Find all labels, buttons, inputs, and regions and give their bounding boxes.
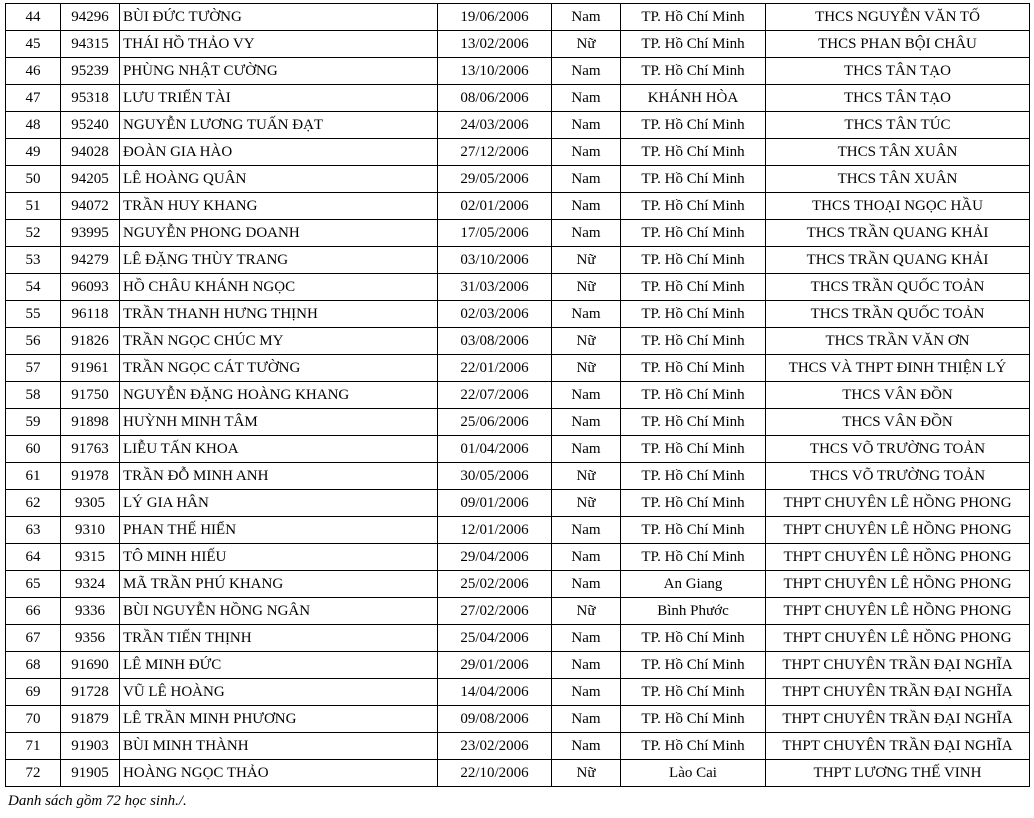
cell-row-number: 47 bbox=[6, 85, 61, 112]
cell-gender: Nữ bbox=[552, 760, 621, 787]
cell-school: THCS VÕ TRƯỜNG TOẢN bbox=[766, 463, 1030, 490]
cell-row-number: 49 bbox=[6, 139, 61, 166]
cell-birth-date: 03/10/2006 bbox=[438, 247, 552, 274]
cell-school: THCS TÂN XUÂN bbox=[766, 166, 1030, 193]
cell-student-code: 91905 bbox=[61, 760, 120, 787]
table-row bbox=[6, 220, 1030, 247]
cell-gender: Nam bbox=[552, 652, 621, 679]
cell-birth-date: 12/01/2006 bbox=[438, 517, 552, 544]
cell-birthplace: Bình Phước bbox=[621, 598, 766, 625]
cell-row-number: 69 bbox=[6, 679, 61, 706]
table-row bbox=[6, 679, 1030, 706]
cell-student-name: TRẦN HUY KHANG bbox=[120, 193, 438, 220]
cell-student-code: 9305 bbox=[61, 490, 120, 517]
table-row bbox=[6, 139, 1030, 166]
cell-student-name: BÙI MINH THÀNH bbox=[120, 733, 438, 760]
cell-birthplace: An Giang bbox=[621, 571, 766, 598]
cell-student-name: LÊ ĐẶNG THÙY TRANG bbox=[120, 247, 438, 274]
table-row bbox=[6, 598, 1030, 625]
cell-student-name: MÃ TRẦN PHÚ KHANG bbox=[120, 571, 438, 598]
cell-row-number: 55 bbox=[6, 301, 61, 328]
cell-birthplace: TP. Hồ Chí Minh bbox=[621, 166, 766, 193]
cell-school: THCS VÕ TRƯỜNG TOẢN bbox=[766, 436, 1030, 463]
cell-birth-date: 19/06/2006 bbox=[438, 4, 552, 31]
cell-student-code: 9324 bbox=[61, 571, 120, 598]
cell-birth-date: 27/12/2006 bbox=[438, 139, 552, 166]
cell-gender: Nam bbox=[552, 517, 621, 544]
cell-gender: Nam bbox=[552, 85, 621, 112]
cell-birthplace: TP. Hồ Chí Minh bbox=[621, 382, 766, 409]
cell-row-number: 53 bbox=[6, 247, 61, 274]
cell-student-code: 94296 bbox=[61, 4, 120, 31]
cell-birthplace: TP. Hồ Chí Minh bbox=[621, 463, 766, 490]
cell-student-code: 96118 bbox=[61, 301, 120, 328]
table-row bbox=[6, 517, 1030, 544]
cell-gender: Nam bbox=[552, 544, 621, 571]
cell-student-code: 95239 bbox=[61, 58, 120, 85]
list-count-note: Danh sách gồm 72 học sinh./. bbox=[8, 793, 187, 809]
cell-birthplace: TP. Hồ Chí Minh bbox=[621, 733, 766, 760]
cell-student-code: 9315 bbox=[61, 544, 120, 571]
cell-school: THPT LƯƠNG THẾ VINH bbox=[766, 760, 1030, 787]
cell-birth-date: 09/01/2006 bbox=[438, 490, 552, 517]
cell-student-code: 9356 bbox=[61, 625, 120, 652]
cell-student-name: TRẦN ĐỖ MINH ANH bbox=[120, 463, 438, 490]
cell-student-code: 94279 bbox=[61, 247, 120, 274]
cell-row-number: 57 bbox=[6, 355, 61, 382]
table-row bbox=[6, 409, 1030, 436]
cell-student-name: PHAN THẾ HIỂN bbox=[120, 517, 438, 544]
cell-student-name: LÊ TRẦN MINH PHƯƠNG bbox=[120, 706, 438, 733]
cell-school: THCS TÂN TÚC bbox=[766, 112, 1030, 139]
cell-gender: Nữ bbox=[552, 598, 621, 625]
cell-row-number: 72 bbox=[6, 760, 61, 787]
cell-student-code: 91728 bbox=[61, 679, 120, 706]
cell-birth-date: 27/02/2006 bbox=[438, 598, 552, 625]
cell-birthplace: TP. Hồ Chí Minh bbox=[621, 652, 766, 679]
table-row bbox=[6, 382, 1030, 409]
student-table bbox=[5, 3, 1030, 787]
cell-birth-date: 25/04/2006 bbox=[438, 625, 552, 652]
table-row bbox=[6, 355, 1030, 382]
cell-birthplace: TP. Hồ Chí Minh bbox=[621, 31, 766, 58]
cell-gender: Nam bbox=[552, 571, 621, 598]
cell-gender: Nam bbox=[552, 301, 621, 328]
cell-student-name: TRẦN THANH HƯNG THỊNH bbox=[120, 301, 438, 328]
table-row bbox=[6, 328, 1030, 355]
cell-student-code: 91826 bbox=[61, 328, 120, 355]
cell-school: THCS VÂN ĐỒN bbox=[766, 409, 1030, 436]
cell-birthplace: TP. Hồ Chí Minh bbox=[621, 112, 766, 139]
cell-student-code: 9310 bbox=[61, 517, 120, 544]
cell-birth-date: 08/06/2006 bbox=[438, 85, 552, 112]
cell-student-code: 96093 bbox=[61, 274, 120, 301]
cell-birth-date: 13/02/2006 bbox=[438, 31, 552, 58]
cell-gender: Nữ bbox=[552, 247, 621, 274]
cell-birth-date: 03/08/2006 bbox=[438, 328, 552, 355]
table-row bbox=[6, 193, 1030, 220]
student-table-body bbox=[6, 4, 1030, 787]
cell-student-name: LIỄU TẤN KHOA bbox=[120, 436, 438, 463]
cell-student-name: LÊ HOÀNG QUÂN bbox=[120, 166, 438, 193]
cell-row-number: 66 bbox=[6, 598, 61, 625]
cell-student-code: 93995 bbox=[61, 220, 120, 247]
cell-birth-date: 22/10/2006 bbox=[438, 760, 552, 787]
cell-birthplace: KHÁNH HÒA bbox=[621, 85, 766, 112]
table-row bbox=[6, 544, 1030, 571]
table-row bbox=[6, 571, 1030, 598]
cell-gender: Nữ bbox=[552, 355, 621, 382]
cell-gender: Nam bbox=[552, 436, 621, 463]
cell-row-number: 71 bbox=[6, 733, 61, 760]
cell-birth-date: 22/01/2006 bbox=[438, 355, 552, 382]
cell-row-number: 67 bbox=[6, 625, 61, 652]
cell-student-code: 91898 bbox=[61, 409, 120, 436]
cell-gender: Nam bbox=[552, 166, 621, 193]
cell-row-number: 59 bbox=[6, 409, 61, 436]
cell-row-number: 54 bbox=[6, 274, 61, 301]
cell-school: THPT CHUYÊN LÊ HỒNG PHONG bbox=[766, 598, 1030, 625]
cell-birth-date: 30/05/2006 bbox=[438, 463, 552, 490]
cell-row-number: 48 bbox=[6, 112, 61, 139]
cell-student-name: NGUYỄN PHONG DOANH bbox=[120, 220, 438, 247]
cell-school: THPT CHUYÊN LÊ HỒNG PHONG bbox=[766, 544, 1030, 571]
cell-birth-date: 29/05/2006 bbox=[438, 166, 552, 193]
cell-school: THPT CHUYÊN LÊ HỒNG PHONG bbox=[766, 490, 1030, 517]
cell-birth-date: 25/02/2006 bbox=[438, 571, 552, 598]
cell-student-code: 91690 bbox=[61, 652, 120, 679]
cell-gender: Nam bbox=[552, 193, 621, 220]
cell-birth-date: 02/03/2006 bbox=[438, 301, 552, 328]
cell-student-code: 91961 bbox=[61, 355, 120, 382]
cell-student-code: 91750 bbox=[61, 382, 120, 409]
cell-school: THCS TÂN TẠO bbox=[766, 85, 1030, 112]
table-row bbox=[6, 436, 1030, 463]
cell-school: THPT CHUYÊN TRẦN ĐẠI NGHĨA bbox=[766, 706, 1030, 733]
table-row bbox=[6, 760, 1030, 787]
cell-student-name: HUỲNH MINH TÂM bbox=[120, 409, 438, 436]
cell-student-code: 9336 bbox=[61, 598, 120, 625]
cell-school: THCS NGUYỄN VĂN TỐ bbox=[766, 4, 1030, 31]
cell-student-code: 94072 bbox=[61, 193, 120, 220]
cell-birthplace: TP. Hồ Chí Minh bbox=[621, 544, 766, 571]
cell-row-number: 46 bbox=[6, 58, 61, 85]
cell-gender: Nữ bbox=[552, 31, 621, 58]
cell-student-name: LƯU TRIỂN TÀI bbox=[120, 85, 438, 112]
cell-birthplace: TP. Hồ Chí Minh bbox=[621, 139, 766, 166]
cell-gender: Nam bbox=[552, 409, 621, 436]
cell-birthplace: TP. Hồ Chí Minh bbox=[621, 4, 766, 31]
table-row bbox=[6, 31, 1030, 58]
cell-row-number: 70 bbox=[6, 706, 61, 733]
cell-student-code: 94205 bbox=[61, 166, 120, 193]
cell-gender: Nữ bbox=[552, 490, 621, 517]
cell-student-name: HỒ CHÂU KHÁNH NGỌC bbox=[120, 274, 438, 301]
cell-student-name: VŨ LÊ HOÀNG bbox=[120, 679, 438, 706]
cell-birthplace: TP. Hồ Chí Minh bbox=[621, 274, 766, 301]
cell-birth-date: 24/03/2006 bbox=[438, 112, 552, 139]
cell-birthplace: TP. Hồ Chí Minh bbox=[621, 301, 766, 328]
cell-birthplace: TP. Hồ Chí Minh bbox=[621, 328, 766, 355]
cell-gender: Nam bbox=[552, 112, 621, 139]
cell-row-number: 50 bbox=[6, 166, 61, 193]
cell-birthplace: TP. Hồ Chí Minh bbox=[621, 679, 766, 706]
cell-student-code: 91903 bbox=[61, 733, 120, 760]
cell-birthplace: TP. Hồ Chí Minh bbox=[621, 220, 766, 247]
cell-row-number: 56 bbox=[6, 328, 61, 355]
cell-student-code: 91879 bbox=[61, 706, 120, 733]
cell-birthplace: TP. Hồ Chí Minh bbox=[621, 490, 766, 517]
table-row bbox=[6, 274, 1030, 301]
cell-row-number: 61 bbox=[6, 463, 61, 490]
cell-birth-date: 29/01/2006 bbox=[438, 652, 552, 679]
cell-student-code: 95318 bbox=[61, 85, 120, 112]
cell-student-name: TRẦN TIẾN THỊNH bbox=[120, 625, 438, 652]
table-row bbox=[6, 4, 1030, 31]
cell-student-name: LÊ MINH ĐỨC bbox=[120, 652, 438, 679]
table-row bbox=[6, 247, 1030, 274]
cell-row-number: 63 bbox=[6, 517, 61, 544]
cell-birth-date: 23/02/2006 bbox=[438, 733, 552, 760]
cell-row-number: 68 bbox=[6, 652, 61, 679]
cell-gender: Nam bbox=[552, 58, 621, 85]
cell-gender: Nam bbox=[552, 4, 621, 31]
cell-birthplace: TP. Hồ Chí Minh bbox=[621, 193, 766, 220]
cell-birthplace: Lào Cai bbox=[621, 760, 766, 787]
cell-row-number: 52 bbox=[6, 220, 61, 247]
cell-birthplace: TP. Hồ Chí Minh bbox=[621, 355, 766, 382]
table-row bbox=[6, 733, 1030, 760]
cell-birthplace: TP. Hồ Chí Minh bbox=[621, 436, 766, 463]
table-row bbox=[6, 301, 1030, 328]
cell-birth-date: 22/07/2006 bbox=[438, 382, 552, 409]
cell-student-name: TRẦN NGỌC CÁT TƯỜNG bbox=[120, 355, 438, 382]
cell-student-code: 94028 bbox=[61, 139, 120, 166]
table-row bbox=[6, 652, 1030, 679]
cell-gender: Nam bbox=[552, 733, 621, 760]
cell-birth-date: 29/04/2006 bbox=[438, 544, 552, 571]
cell-student-name: BÙI ĐỨC TƯỜNG bbox=[120, 4, 438, 31]
cell-gender: Nam bbox=[552, 625, 621, 652]
table-row bbox=[6, 706, 1030, 733]
cell-student-name: HOÀNG NGỌC THẢO bbox=[120, 760, 438, 787]
cell-student-name: TRẦN NGỌC CHÚC MY bbox=[120, 328, 438, 355]
cell-gender: Nam bbox=[552, 382, 621, 409]
cell-row-number: 64 bbox=[6, 544, 61, 571]
cell-birthplace: TP. Hồ Chí Minh bbox=[621, 247, 766, 274]
cell-school: THPT CHUYÊN TRẦN ĐẠI NGHĨA bbox=[766, 733, 1030, 760]
table-row bbox=[6, 463, 1030, 490]
cell-gender: Nữ bbox=[552, 463, 621, 490]
cell-birthplace: TP. Hồ Chí Minh bbox=[621, 58, 766, 85]
cell-student-name: ĐOÀN GIA HÀO bbox=[120, 139, 438, 166]
cell-birth-date: 09/08/2006 bbox=[438, 706, 552, 733]
cell-school: THCS TRẦN QUANG KHẢI bbox=[766, 247, 1030, 274]
cell-school: THCS TÂN TẠO bbox=[766, 58, 1030, 85]
cell-birthplace: TP. Hồ Chí Minh bbox=[621, 706, 766, 733]
table-row bbox=[6, 112, 1030, 139]
cell-birth-date: 01/04/2006 bbox=[438, 436, 552, 463]
table-row bbox=[6, 490, 1030, 517]
cell-student-name: LÝ GIA HÂN bbox=[120, 490, 438, 517]
cell-school: THPT CHUYÊN TRẦN ĐẠI NGHĨA bbox=[766, 679, 1030, 706]
cell-school: THCS VÂN ĐỒN bbox=[766, 382, 1030, 409]
cell-birth-date: 25/06/2006 bbox=[438, 409, 552, 436]
cell-gender: Nữ bbox=[552, 274, 621, 301]
cell-gender: Nam bbox=[552, 679, 621, 706]
cell-birth-date: 13/10/2006 bbox=[438, 58, 552, 85]
cell-row-number: 60 bbox=[6, 436, 61, 463]
cell-student-name: NGUYỄN ĐẶNG HOÀNG KHANG bbox=[120, 382, 438, 409]
table-row bbox=[6, 625, 1030, 652]
cell-birthplace: TP. Hồ Chí Minh bbox=[621, 409, 766, 436]
cell-birthplace: TP. Hồ Chí Minh bbox=[621, 625, 766, 652]
cell-school: THCS THOẠI NGỌC HẦU bbox=[766, 193, 1030, 220]
cell-gender: Nữ bbox=[552, 328, 621, 355]
cell-row-number: 65 bbox=[6, 571, 61, 598]
cell-school: THPT CHUYÊN LÊ HỒNG PHONG bbox=[766, 571, 1030, 598]
cell-school: THCS TRẦN VĂN ƠN bbox=[766, 328, 1030, 355]
cell-gender: Nam bbox=[552, 220, 621, 247]
cell-birth-date: 14/04/2006 bbox=[438, 679, 552, 706]
cell-row-number: 44 bbox=[6, 4, 61, 31]
cell-row-number: 45 bbox=[6, 31, 61, 58]
cell-gender: Nam bbox=[552, 706, 621, 733]
table-row bbox=[6, 166, 1030, 193]
cell-student-code: 95240 bbox=[61, 112, 120, 139]
cell-school: THPT CHUYÊN LÊ HỒNG PHONG bbox=[766, 625, 1030, 652]
table-row bbox=[6, 58, 1030, 85]
cell-student-name: PHÙNG NHẬT CƯỜNG bbox=[120, 58, 438, 85]
cell-school: THCS VÀ THPT ĐINH THIỆN LÝ bbox=[766, 355, 1030, 382]
cell-student-name: BÙI NGUYỄN HỒNG NGÂN bbox=[120, 598, 438, 625]
cell-school: THPT CHUYÊN TRẦN ĐẠI NGHĨA bbox=[766, 652, 1030, 679]
cell-student-code: 91763 bbox=[61, 436, 120, 463]
cell-school: THCS TRẦN QUỐC TOẢN bbox=[766, 301, 1030, 328]
table-row bbox=[6, 85, 1030, 112]
cell-student-code: 94315 bbox=[61, 31, 120, 58]
cell-school: THCS PHAN BỘI CHÂU bbox=[766, 31, 1030, 58]
cell-school: THCS TÂN XUÂN bbox=[766, 139, 1030, 166]
cell-row-number: 51 bbox=[6, 193, 61, 220]
cell-school: THCS TRẦN QUANG KHẢI bbox=[766, 220, 1030, 247]
cell-birth-date: 02/01/2006 bbox=[438, 193, 552, 220]
cell-birth-date: 31/03/2006 bbox=[438, 274, 552, 301]
cell-student-code: 91978 bbox=[61, 463, 120, 490]
cell-row-number: 58 bbox=[6, 382, 61, 409]
cell-birthplace: TP. Hồ Chí Minh bbox=[621, 517, 766, 544]
cell-birth-date: 17/05/2006 bbox=[438, 220, 552, 247]
cell-school: THPT CHUYÊN LÊ HỒNG PHONG bbox=[766, 517, 1030, 544]
cell-row-number: 62 bbox=[6, 490, 61, 517]
cell-student-name: TÔ MINH HIẾU bbox=[120, 544, 438, 571]
cell-school: THCS TRẦN QUỐC TOẢN bbox=[766, 274, 1030, 301]
cell-student-name: NGUYỄN LƯƠNG TUẤN ĐẠT bbox=[120, 112, 438, 139]
cell-gender: Nam bbox=[552, 139, 621, 166]
cell-student-name: THÁI HỒ THẢO VY bbox=[120, 31, 438, 58]
